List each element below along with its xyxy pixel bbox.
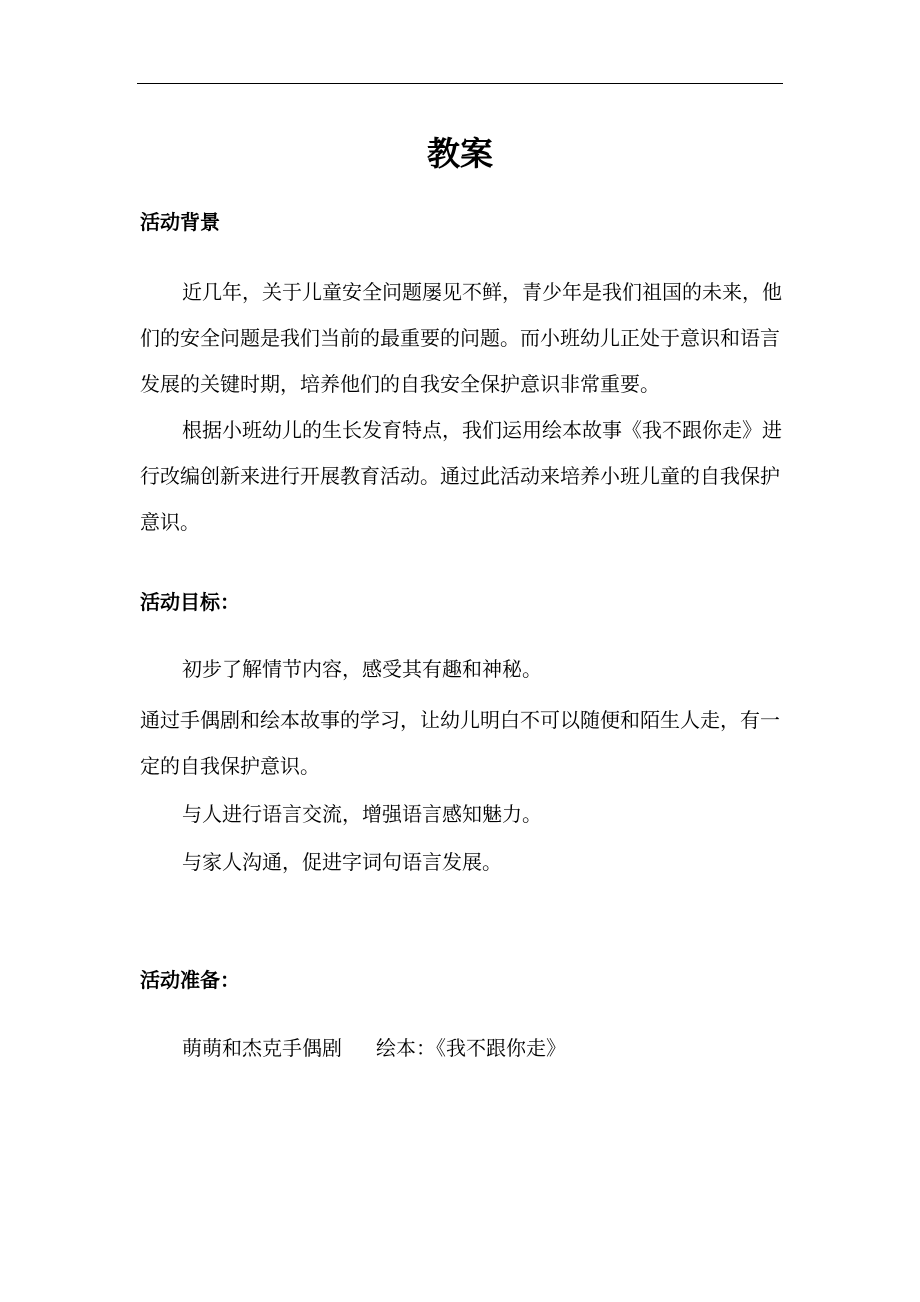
preparation-item-puppet-show: 萌萌和杰克手偶剧: [182, 1036, 342, 1060]
background-paragraph-2: 根据小班幼儿的生长发育特点，我们运用绘本故事《我不跟你走》进行改编创新来进行开展教育活动。通过此活动来培养小班儿童的自我保护意识。: [140, 418, 782, 534]
section-heading-goals: 活动目标：: [140, 590, 240, 614]
background-paragraph-1: 近几年，关于儿童安全问题屡见不鲜，青少年是我们祖国的未来，他们的安全问题是我们当前的最重要的问题。而小班幼儿正处于意识和语言发展的关键时期，培养他们的自我安全保护意识非常重要。: [140, 280, 782, 396]
goal-item-2: 通过手偶剧和绘本故事的学习，让幼儿明白不可以随便和陌生人走，有一定的自我保护意识。: [140, 708, 780, 778]
goal-item-1: 初步了解情节内容，感受其有趣和神秘。: [182, 657, 542, 681]
goal-item-3: 与人进行语言交流，增强语言感知魅力。: [182, 802, 542, 826]
goal-item-4: 与家人沟通，促进字词句语言发展。: [182, 850, 502, 874]
section-heading-background: 活动背景: [140, 210, 220, 234]
header-rule: [137, 83, 783, 84]
preparation-items: [182, 1034, 566, 1062]
section-heading-preparation: 活动准备：: [140, 968, 240, 992]
document-title: 教案: [427, 134, 493, 173]
preparation-item-picture-book: 绘本：《我不跟你走》: [376, 1036, 566, 1060]
